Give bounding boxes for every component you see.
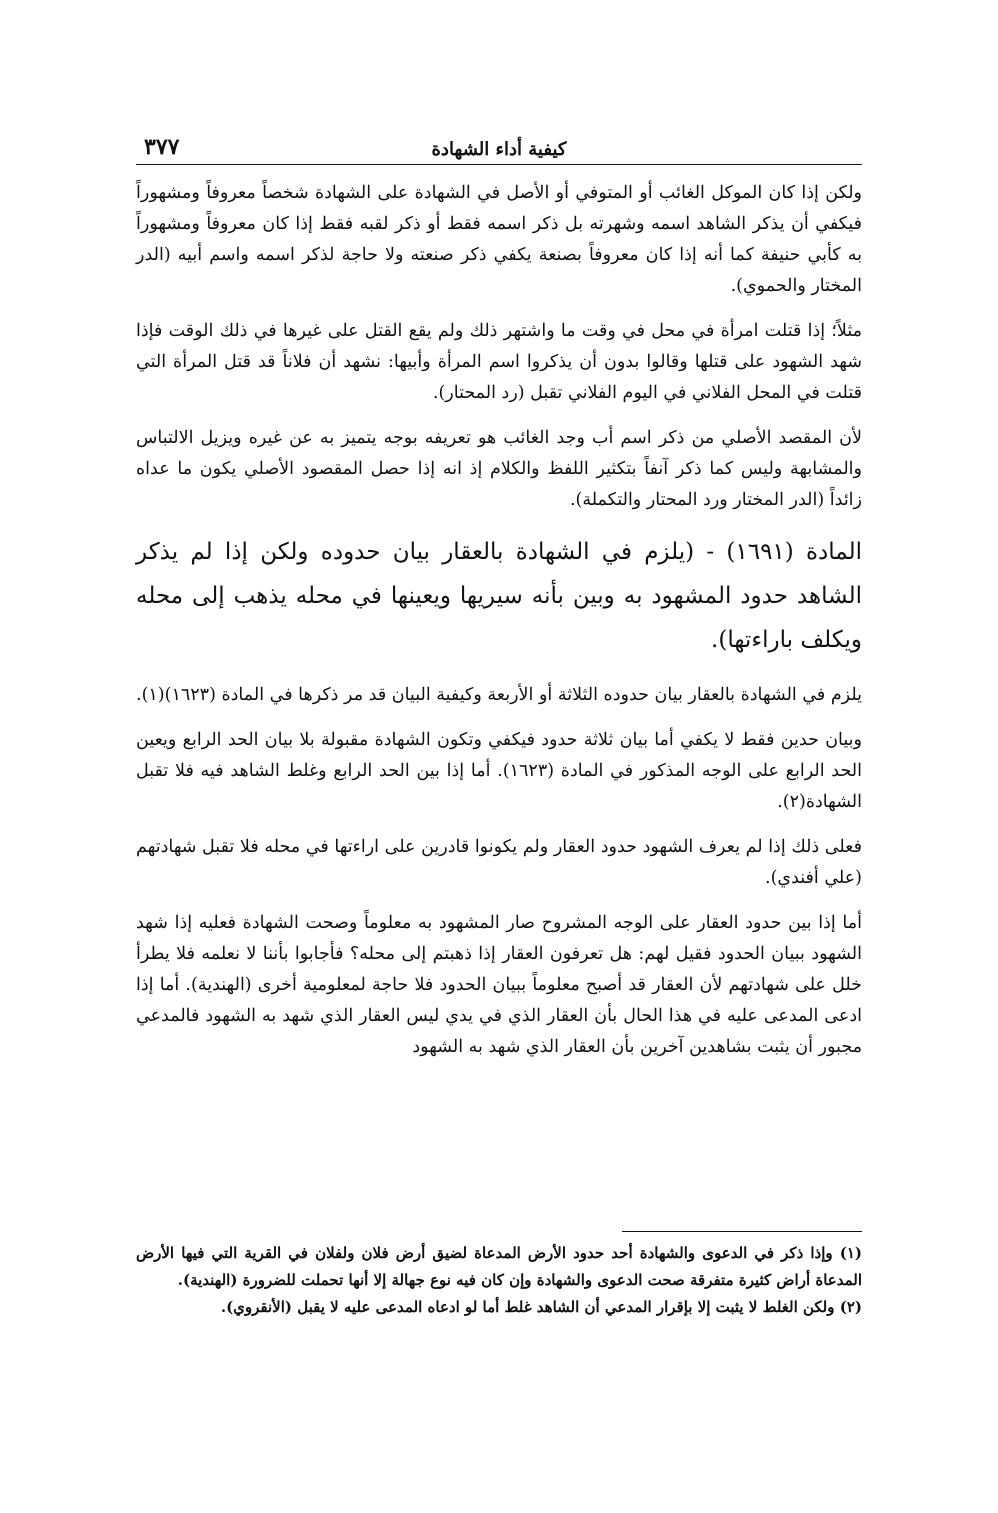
- paragraph-1: ولكن إذا كان الموكل الغائب أو المتوفي أو الأصل في الشهادة على الشهادة شخصاً معروفاً ومشهوراً فيكفي أن يذكر الشاهد اسمه وشهرته بل ذكر اسمه فقط أو ذكر لقبه فقط إذا كان معروفاً ومشهوراً به كأبي حنيفة كما أنه إذا كان معروفاً بصنعة يكفي ذكر صنعته ولا حاجة لذكر اسمه واسم أبيه (الدر المختار والحموي).: [136, 183, 862, 296]
- paragraph-2: مثلاً؛ إذا قتلت امرأة في محل في وقت ما واشتهر ذلك ولم يقع القتل على غيرها في ذلك الوقت فإذا شهد الشهود على قتلها وقالوا بدون أن يذكروا اسم المرأة وأبيها: نشهد أن فلاناً قد قتل المرأة التي قتلت في المحل الفلاني في اليوم الفلاني تقبل (رد المحتار).: [136, 321, 862, 403]
- paragraph-6: فعلى ذلك إذا لم يعرف الشهود حدود العقار ولم يكونوا قادرين على اراءتها في محله فلا تقبل شهادتهم (علي أفندي).: [136, 837, 862, 888]
- article-1691: المادة (١٦٩١) - (يلزم في الشهادة بالعقار بيان حدوده ولكن إذا لم يذكر الشاهد حدود المشهود به وبين بأنه سيريها ويعينها في محله يذهب إلى محله ويكلف باراءتها).: [136, 539, 862, 653]
- running-title: كيفية أداء الشهادة: [431, 139, 567, 160]
- page-header: [136, 128, 862, 165]
- body-text: [136, 178, 862, 1077]
- page-number: ٣٧٧: [144, 134, 180, 160]
- footnote-divider: [622, 1231, 862, 1232]
- paragraph-4: يلزم في الشهادة بالعقار بيان حدوده الثلاثة أو الأربعة وكيفية البيان قد مر ذكرها في المادة (١٦٢٣)(١).: [136, 685, 862, 705]
- footnote-1: (١) وإذا ذكر في الدعوى والشهادة أحد حدود الأرض المدعاة لضيق أرض فلان ولفلان في القرية التي فيها الأرض المدعاة أراض كثيرة متفرقة صحت الدعوى والشهادة وإن كان فيه نوع جهالة إلا أنها تحملت للضرورة (الهندية).: [136, 1244, 862, 1289]
- paragraph-5: وبيان حدين فقط لا يكفي أما بيان ثلاثة حدود فيكفي وتكون الشهادة مقبولة بلا بيان الحد الرابع ويعين الحد الرابع على الوجه المذكور في المادة (١٦٢٣). أما إذا بين الحد الرابع وغلط الشاهد فيه فلا تقبل الشهادة(٢).: [136, 730, 862, 812]
- paragraph-7: أما إذا بين حدود العقار على الوجه المشروح صار المشهود به معلوماً وصحت الشهادة فعليه إذا شهد الشهود ببيان الحدود فقيل لهم: هل تعرفون العقار إذا ذهبتم إلى محله؟ فأجابوا بأننا لا نعلمه فلا يطرأ خلل على شهادتهم لأن العقار قد أصبح معلوماً ببيان الحدود فلا حاجة لمعلومية أخرى (الهندية). أما إذا ادعى المدعى عليه في هذا الحال بأن العقار الذي في يدي ليس العقار الذي شهد به الشهود فالمدعي مجبور أن يثبت بشاهدين آخرين بأن العقار الذي شهد به الشهود: [136, 913, 862, 1057]
- footnotes: [136, 1240, 862, 1321]
- paragraph-3: لأن المقصد الأصلي من ذكر اسم أب وجد الغائب هو تعريفه بوجه يتميز به عن غيره ويزيل الالتباس والمشابهة وليس كما ذكر آنفاً بتكثير اللفظ والكلام إذ انه إذا حصل المقصود الأصلي يكون ما عداه زائداً (الدر المختار ورد المحتار والتكملة).: [136, 428, 862, 510]
- footnote-2: (٢) ولكن الغلط لا يثبت إلا بإقرار المدعي أن الشاهد غلط أما لو ادعاه المدعى عليه لا يقبل (الأنقروي).: [220, 1298, 862, 1316]
